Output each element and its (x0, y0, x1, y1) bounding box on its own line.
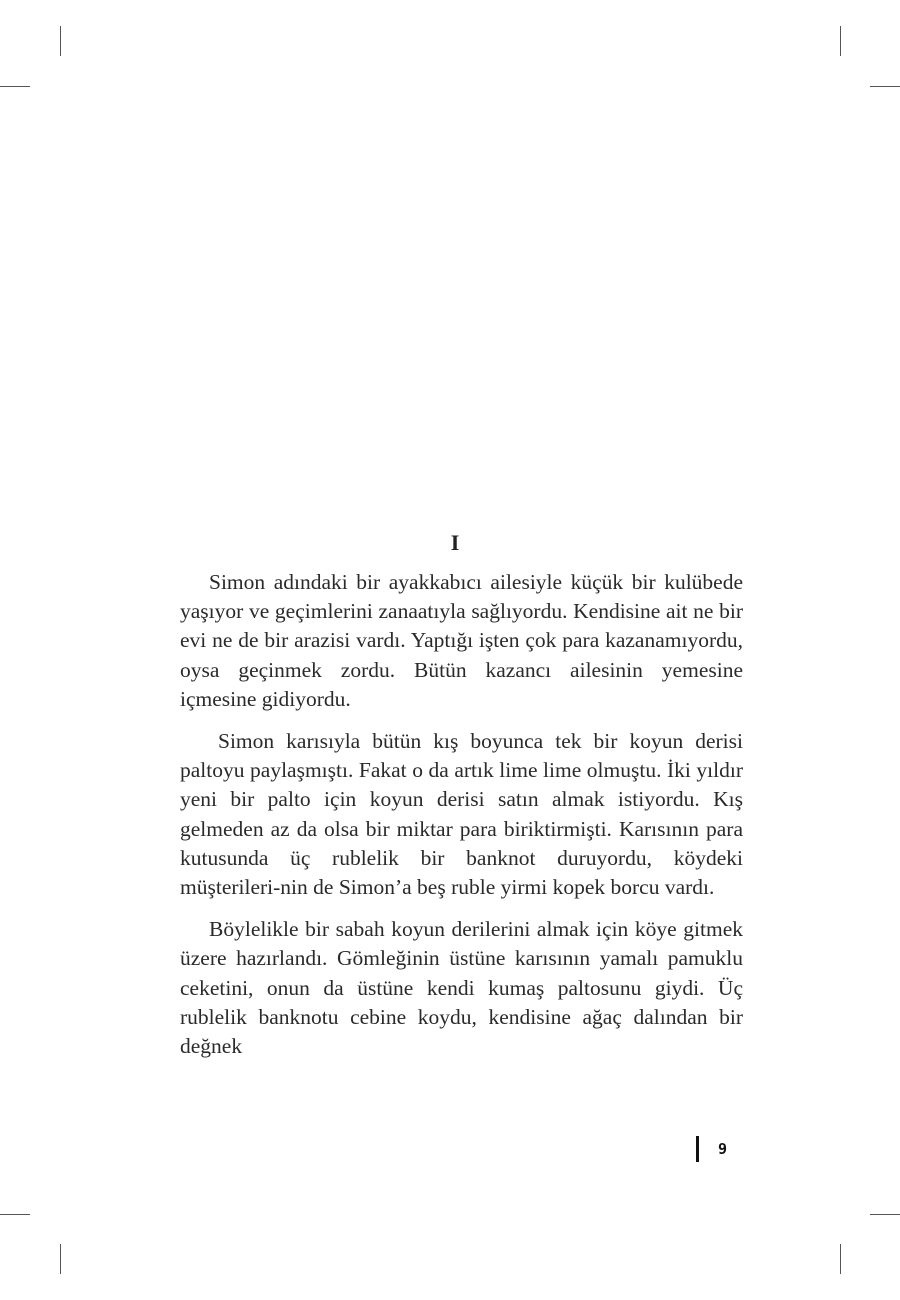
chapter-heading: I (450, 530, 460, 555)
crop-mark-bottom-right-vertical (840, 1244, 841, 1274)
paragraph-2: Simon karısıyla bütün kış boyunca tek bir koyun derisi paltoyu paylaşmıştı. Fakat o da artık lime lime olmuştu. İki yıldır yeni bir palto için koyun derisi satın almak istiyordu. Kış gelmeden az da olsa bir miktar para biriktirmişti. Karısının para kutusunda üç rublelik bir banknot duruyordu, köydeki müşterileri-nin de Simon’a beş ruble yirmi kopek borcu vardı. (180, 729, 743, 900)
crop-mark-top-left-vertical (60, 26, 61, 56)
crop-mark-bottom-left-vertical (60, 1244, 61, 1274)
page-number: 9 (718, 1140, 728, 1158)
body-text (180, 568, 743, 1074)
crop-mark-bottom-left-horizontal (0, 1214, 30, 1215)
crop-mark-bottom-right-horizontal (870, 1214, 900, 1215)
crop-mark-top-right-vertical (840, 26, 841, 56)
folio-bar (696, 1136, 699, 1162)
paragraph-1: Simon adındaki bir ayakkabıcı ailesiyle küçük bir kulübede yaşıyor ve geçimlerini zanaatıyla sağlıyordu. Kendisine ait ne bir evi ne de bir arazisi vardı. Yaptığı işten çok para kazanamıyordu, oysa geçinmek zordu. Bütün kazancı ailesinin yemesine içmesine gidiyordu. (180, 570, 743, 711)
paragraph-3: Böylelikle bir sabah koyun derilerini almak için köye gitmek üzere hazırlandı. Gömleğinin üstüne karısının yamalı pamuklu ceketini, onun da üstüne kendi kumaş paltosunu giydi. Üç rublelik banknotu cebine koydu, kendisine ağaç dalından bir değnek (180, 917, 743, 1059)
crop-mark-top-right-horizontal (870, 86, 900, 87)
page-folio (696, 1136, 727, 1162)
crop-mark-top-left-horizontal (0, 86, 30, 87)
